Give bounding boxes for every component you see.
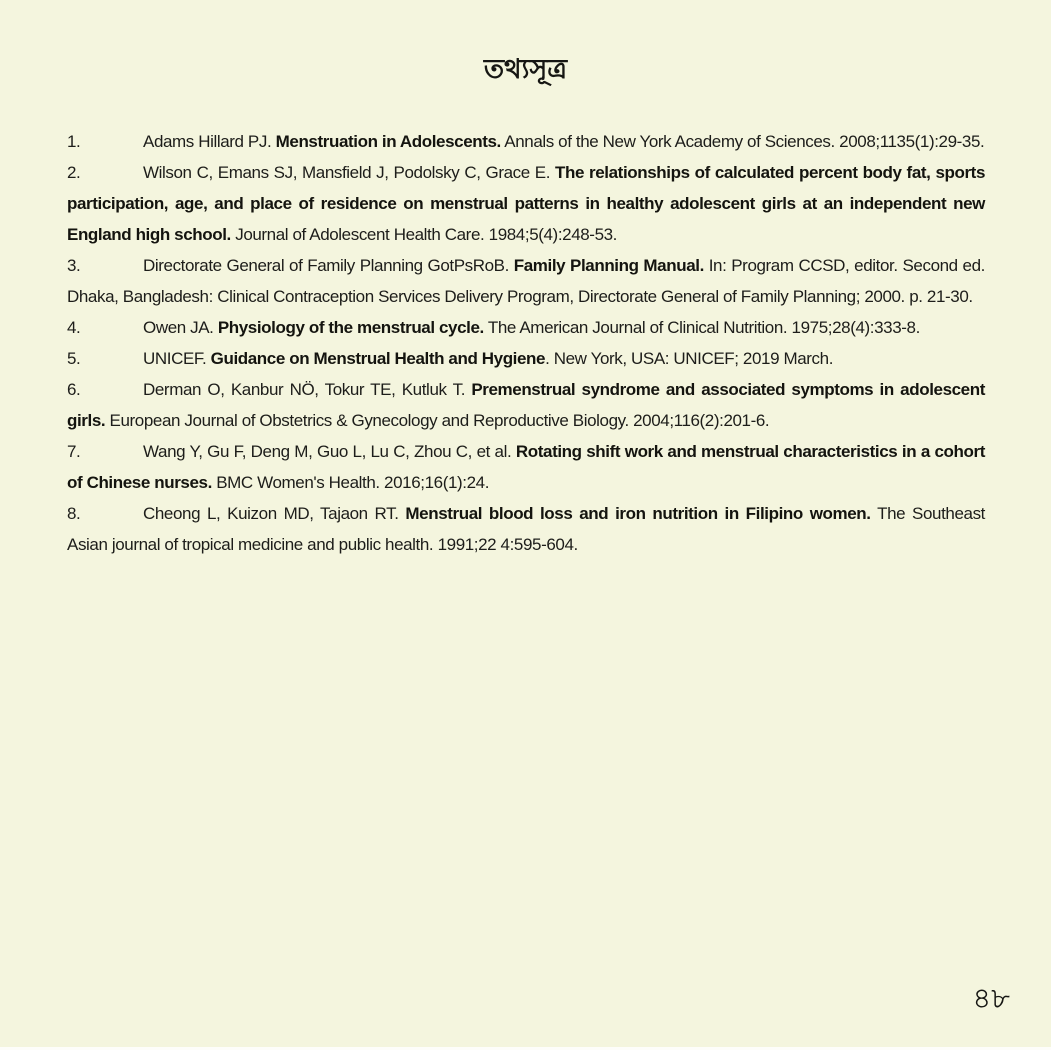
reference-title-bold: Menstruation in Adolescents. [275, 132, 501, 151]
reference-number: 2. [67, 163, 81, 182]
reference-number: 5. [67, 349, 81, 368]
reference-source: The Southeast Asian journal of tropical medicine and public health. 1991;22 4:595-604. [67, 504, 985, 554]
reference-authors: Directorate General of Family Planning GotPsRoB. [143, 256, 514, 275]
page-number: ৪৮ [972, 983, 1010, 1015]
reference-authors: Derman O, Kanbur NÖ, Tokur TE, Kutluk T. [143, 380, 472, 399]
reference-title-bold: Premenstrual syndrome and associated symptoms in adolescent girls. [67, 380, 985, 430]
reference-title-bold: Guidance on Menstrual Health and Hygiene [210, 349, 546, 368]
reference-item [67, 498, 985, 560]
reference-item [67, 250, 985, 312]
reference-item [67, 312, 985, 343]
reference-title-bold: Physiology of the menstrual cycle. [217, 318, 484, 337]
reference-item [67, 343, 985, 374]
reference-authors: UNICEF. [143, 349, 211, 368]
reference-authors: Cheong L, Kuizon MD, Tajaon RT. [143, 504, 406, 523]
reference-number: 6. [67, 380, 81, 399]
reference-number: 7. [67, 442, 81, 461]
reference-authors: Adams Hillard PJ. [143, 132, 276, 151]
reference-source: In: Program CCSD, editor. Second ed. Dhaka, Bangladesh: Clinical Contraception Services Delivery Program, Directorate General of Family Planning; 2000. p. 21-30. [67, 256, 985, 306]
reference-title-bold: The relationships of calculated percent body fat, sports participation, age, and place of residence on menstrual patterns in healthy adolescent girls at an independent new England high school. [67, 163, 985, 244]
reference-authors: Owen JA. [143, 318, 218, 337]
references-list [67, 126, 985, 560]
reference-title-bold: Menstrual blood loss and iron nutrition in Filipino women. [405, 504, 871, 523]
reference-title-bold: Family Planning Manual. [513, 256, 704, 275]
reference-authors: Wilson C, Emans SJ, Mansfield J, Podolsky C, Grace E. [143, 163, 556, 182]
reference-source: European Journal of Obstetrics & Gynecology and Reproductive Biology. 2004;116(2):201-6. [105, 411, 770, 430]
page-title: তথ্যসূত্র [483, 54, 568, 84]
reference-number: 3. [67, 256, 81, 275]
reference-source: Journal of Adolescent Health Care. 1984;5(4):248-53. [230, 225, 618, 244]
reference-source: . New York, USA: UNICEF; 2019 March. [545, 349, 834, 368]
reference-authors: Wang Y, Gu F, Deng M, Guo L, Lu C, Zhou C, et al. [143, 442, 516, 461]
reference-item [67, 157, 985, 250]
reference-item [67, 126, 985, 157]
reference-source: BMC Women's Health. 2016;16(1):24. [211, 473, 490, 492]
reference-title-bold: Rotating shift work and menstrual characteristics in a cohort of Chinese nurses. [67, 442, 985, 492]
reference-number: 4. [67, 318, 81, 337]
reference-item [67, 436, 985, 498]
reference-number: 8. [67, 504, 81, 523]
reference-item [67, 374, 985, 436]
reference-number: 1. [67, 132, 81, 151]
reference-source: Annals of the New York Academy of Sciences. 2008;1135(1):29-35. [500, 132, 985, 151]
reference-source: The American Journal of Clinical Nutrition. 1975;28(4):333-8. [483, 318, 920, 337]
